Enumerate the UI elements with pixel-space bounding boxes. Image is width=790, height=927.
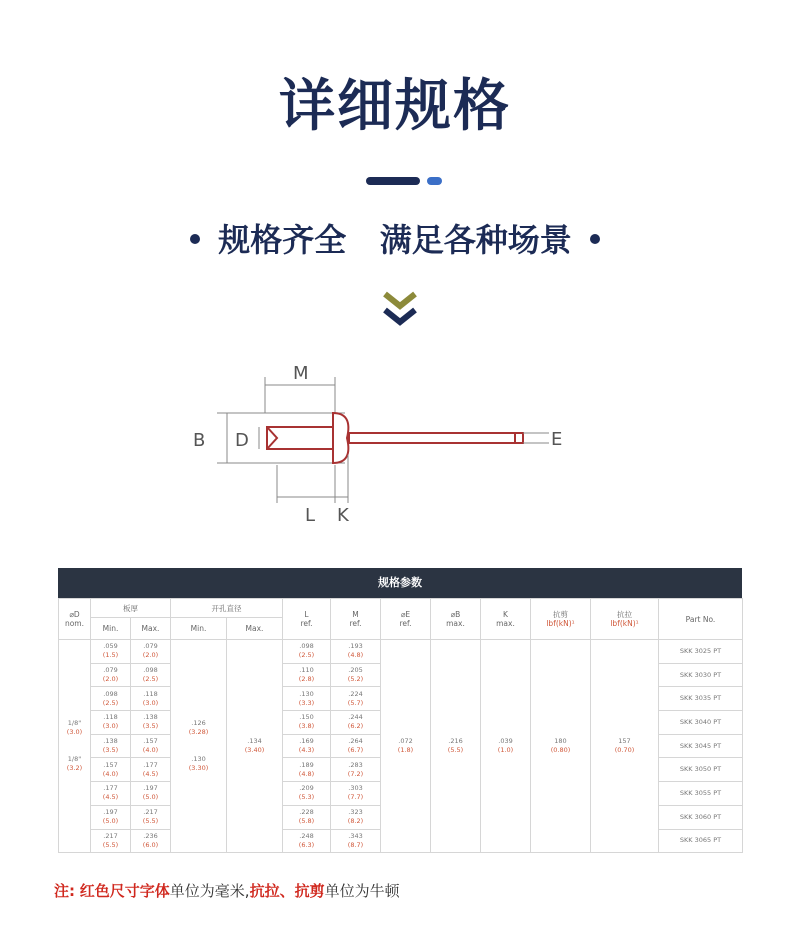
cell-l: .228 (5.8) [283, 805, 331, 829]
footnote [54, 880, 400, 901]
subtitle: 规格齐全 满足各种场景 [218, 221, 572, 259]
cell-plate-max: .177 (4.5) [131, 758, 171, 782]
cell-plate-min: .118 (3.0) [91, 711, 131, 735]
cell-part-no: SKK 3045 PT [659, 734, 743, 758]
cell-hole-max: .134 (3.40) [227, 640, 283, 853]
cell-m: .343 (8.7) [331, 829, 381, 853]
cell-plate-max: .197 (5.0) [131, 782, 171, 806]
footnote-mm: 单位为毫米, [169, 882, 250, 900]
cell-plate-min: .079 (2.0) [91, 663, 131, 687]
header-hole-min: Min. [171, 618, 227, 640]
footnote-prefix: 注: [54, 882, 75, 900]
cell-k: .039 (1.0) [481, 640, 531, 853]
cell-plate-min: .098 (2.5) [91, 687, 131, 711]
cell-l: .189 (4.8) [283, 758, 331, 782]
cell-plate-min: .157 (4.0) [91, 758, 131, 782]
bullet-dot-left [190, 234, 200, 244]
cell-m: .323 (8.2) [331, 805, 381, 829]
cell-shear: 180 (0.80) [531, 640, 591, 853]
cell-l: .209 (5.3) [283, 782, 331, 806]
cell-oe: .072 (1.8) [381, 640, 431, 853]
header-hole: 开孔直径 [171, 599, 283, 618]
header-tensile: 抗拉 lbf(kN)¹ [591, 599, 659, 640]
header-plate-min: Min. [91, 618, 131, 640]
label-l: L [305, 505, 316, 526]
cell-m: .264 (6.7) [331, 734, 381, 758]
cell-hole-min: .126 (3.28) .130 (3.30) [171, 640, 227, 853]
footnote-red-font: 红色尺寸字体 [79, 882, 170, 900]
header-ob: ⌀B max. [431, 599, 481, 640]
cell-m: .244 (6.2) [331, 711, 381, 735]
header-m: M ref. [331, 599, 381, 640]
cell-part-no: SKK 3030 PT [659, 663, 743, 687]
label-m: M [293, 363, 309, 384]
cell-tensile: 157 (0.70) [591, 640, 659, 853]
header-oe: ⌀E ref. [381, 599, 431, 640]
double-chevron-down-icon [382, 290, 418, 330]
header-shear: 抗剪 lbf(kN)¹ [531, 599, 591, 640]
cell-l: .098 (2.5) [283, 640, 331, 664]
cell-l: .248 (6.3) [283, 829, 331, 853]
table-row [59, 640, 743, 664]
cell-od: 1/8" (3.0) 1/8" (3.2) [59, 640, 91, 853]
cell-plate-max: .217 (5.5) [131, 805, 171, 829]
cell-part-no: SKK 3060 PT [659, 805, 743, 829]
header-plate: 板厚 [91, 599, 171, 618]
rivet-dimension-diagram [185, 355, 585, 530]
header-k: K max. [481, 599, 531, 640]
cell-part-no: SKK 3055 PT [659, 782, 743, 806]
header-part: Part No. [659, 599, 743, 640]
cell-plate-min: .197 (5.0) [91, 805, 131, 829]
cell-m: .224 (5.7) [331, 687, 381, 711]
subtitle-row [0, 215, 790, 261]
cell-l: .150 (3.8) [283, 711, 331, 735]
label-d: D [235, 430, 249, 451]
cell-l: .169 (4.3) [283, 734, 331, 758]
cell-plate-max: .157 (4.0) [131, 734, 171, 758]
cell-m: .205 (5.2) [331, 663, 381, 687]
spec-table-heading: 规格参数 [58, 568, 742, 598]
label-k: K [337, 505, 349, 526]
header-plate-max: Max. [131, 618, 171, 640]
header-od: ⌀D nom. [59, 599, 91, 640]
cell-part-no: SKK 3035 PT [659, 687, 743, 711]
cell-l: .110 (2.8) [283, 663, 331, 687]
cell-part-no: SKK 3025 PT [659, 640, 743, 664]
cell-m: .283 (7.2) [331, 758, 381, 782]
footnote-force: 抗拉、抗剪 [249, 882, 325, 900]
page-title: 详细规格 [279, 74, 511, 139]
cell-plate-min: .138 (3.5) [91, 734, 131, 758]
cell-m: .193 (4.8) [331, 640, 381, 664]
header-hole-max: Max. [227, 618, 283, 640]
cell-part-no: SKK 3040 PT [659, 711, 743, 735]
label-e: E [551, 429, 563, 450]
cell-plate-max: .138 (3.5) [131, 711, 171, 735]
title-underline-dark [366, 177, 420, 185]
cell-l: .130 (3.3) [283, 687, 331, 711]
cell-part-no: SKK 3050 PT [659, 758, 743, 782]
spec-table [58, 568, 742, 853]
title-underline-accent [427, 177, 442, 185]
cell-plate-max: .098 (2.5) [131, 663, 171, 687]
cell-part-no: SKK 3065 PT [659, 829, 743, 853]
cell-m: .303 (7.7) [331, 782, 381, 806]
spec-table-body [59, 640, 743, 853]
cell-plate-max: .118 (3.0) [131, 687, 171, 711]
cell-plate-max: .236 (6.0) [131, 829, 171, 853]
cell-plate-min: .059 (1.5) [91, 640, 131, 664]
cell-plate-min: .217 (5.5) [91, 829, 131, 853]
header-l: L ref. [283, 599, 331, 640]
label-b: B [193, 430, 206, 451]
cell-plate-min: .177 (4.5) [91, 782, 131, 806]
cell-plate-max: .079 (2.0) [131, 640, 171, 664]
bullet-dot-right [590, 234, 600, 244]
footnote-newton: 单位为牛顿 [324, 882, 400, 900]
cell-ob: .216 (5.5) [431, 640, 481, 853]
